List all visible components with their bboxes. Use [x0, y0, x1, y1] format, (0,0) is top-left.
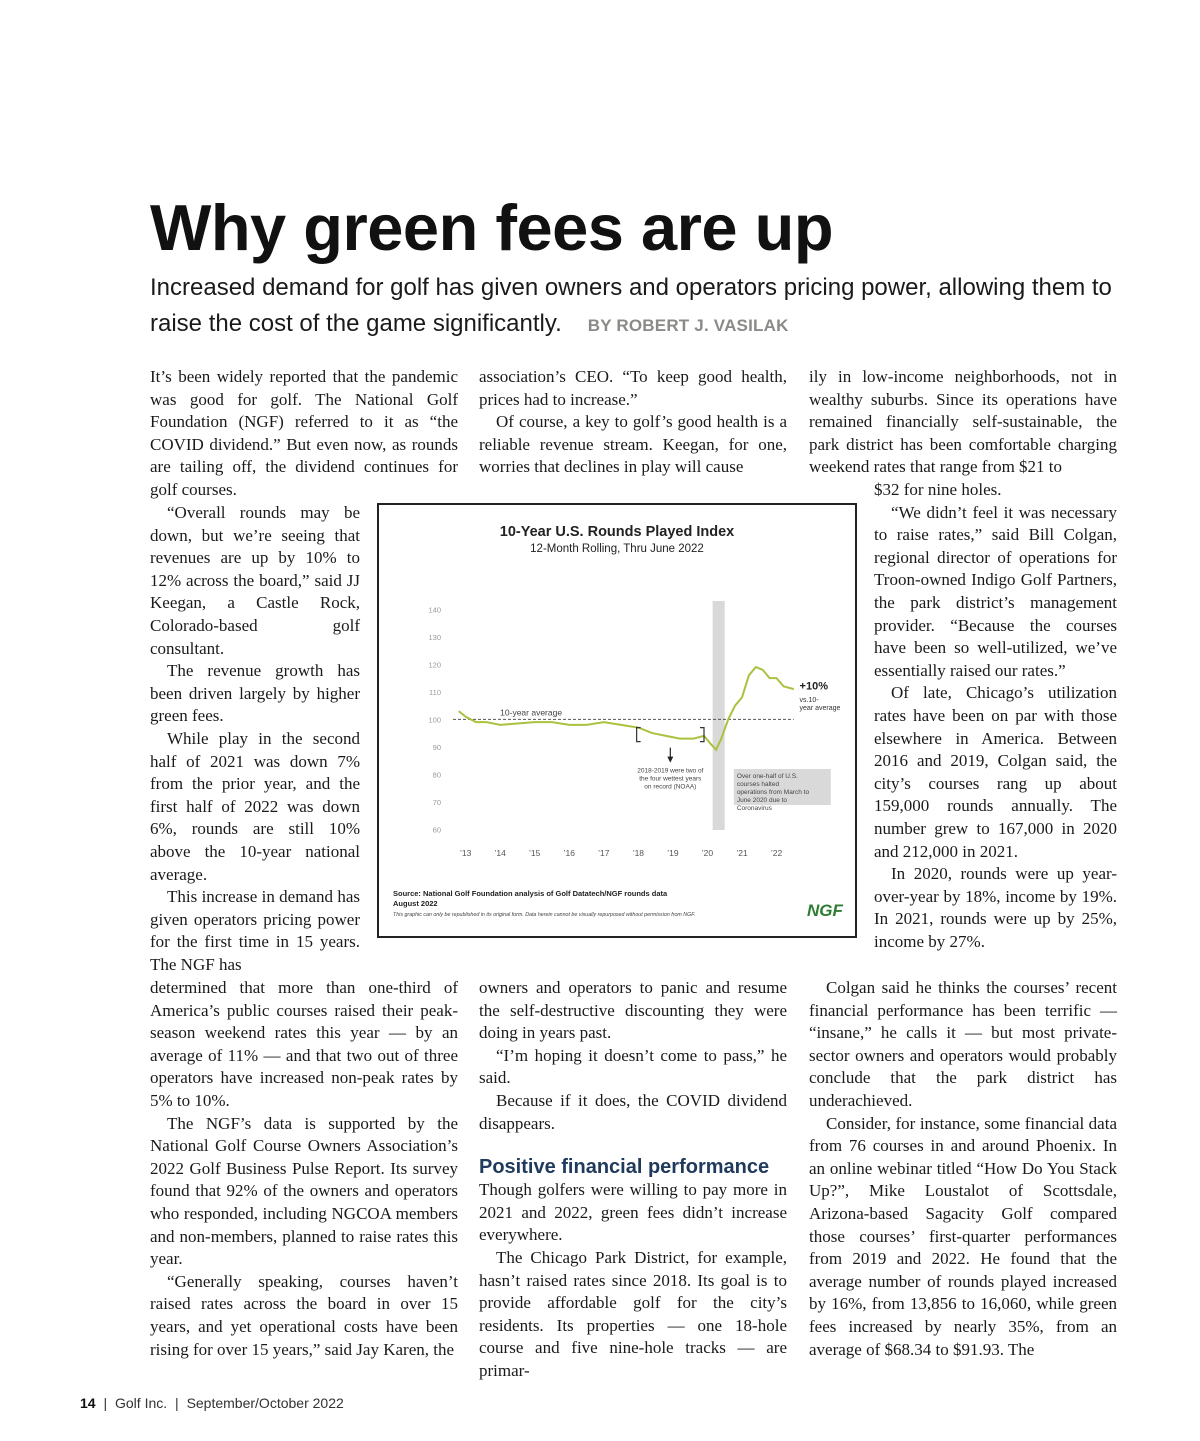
col2-top-paragraph: Of course, a key to golf’s good health is a reliable revenue stream. Keegan, for one, worries that declines in play will cause	[479, 412, 787, 477]
chart-title: 10-Year U.S. Rounds Played Index	[499, 524, 735, 540]
y-tick-label: 100	[428, 715, 441, 725]
chart-disclaimer: This graphic can only be republished in its original form. Data herein cannot be visually repurposed without permission from NGF.	[393, 912, 696, 918]
byline: BY ROBERT J. VASILAK	[587, 316, 789, 335]
col3-top-paragraph: ily in low-income neighborhoods, not in wealthy suburbs. Since its operations have remained financially self-sustainable, the park district has been comfortable charging weekend rates that range from $21 to	[809, 367, 1117, 477]
col1-bottom-paragraph: determined that more than one-third of America’s public courses raised their peak-season weekend rates this year — by an average of 11% — and that two out of three operators have increased non-peak rates by 5% to 10%.	[150, 978, 458, 1110]
plus-ten-percent-note: vs.10-year average	[799, 697, 841, 713]
y-tick-label: 130	[428, 632, 441, 642]
x-tick-label: ’19	[667, 848, 679, 858]
y-tick-label: 110	[429, 687, 441, 697]
col2-bottom-paragraph: Because if it does, the COVID dividend disappears.	[479, 1090, 787, 1133]
deck-text: Increased demand for golf has given owners and operators pricing power, allowing them to raise the cost of the game significantly.	[150, 274, 1112, 337]
y-tick-label: 70	[432, 797, 441, 807]
col2-after-paragraph: Though golfers were willing to pay more in 2021 and 2022, green fees didn’t increase everywhere.	[479, 1180, 787, 1245]
covid-annotation: Over one-half of U.S. courses halted operations from March to June 2020 due to Coronavirus	[736, 773, 810, 812]
col2-bottom	[479, 977, 787, 1383]
footer-issue: September/October 2022	[186, 1395, 344, 1411]
footer-publication: Golf Inc.	[115, 1395, 168, 1411]
deck	[150, 270, 1150, 344]
x-tick-label: ’13	[459, 848, 472, 858]
x-tick-label: ’16	[563, 848, 575, 858]
wet-years-bracket	[637, 728, 704, 763]
rounds-chart-svg	[379, 505, 855, 936]
y-tick-label: 120	[428, 660, 441, 670]
y-tick-label: 140	[428, 605, 441, 615]
col3-narrow	[874, 479, 1117, 953]
col2-after-paragraph: The Chicago Park District, for example, hasn’t raised rates since 2018. Its goal is to provide affordable golf for the city’s residents. Its properties — one 18-hole course and five nine-hole tracks — are primar-	[479, 1247, 787, 1380]
col2-top	[479, 366, 787, 479]
page-number: 14	[80, 1395, 96, 1411]
col1-narrow-paragraph: While play in the second half of 2021 was down 7% from the prior year, and the first half of 2022 was down 6%, rounds are still 10% above the 10-year national average.	[150, 728, 360, 884]
col1-narrow-paragraph: “Overall rounds may be down, but we’re seeing that revenues are up by 10% to 12% across the board,” said JJ Keegan, a Castle Rock, Colorado-based golf consultant.	[150, 503, 360, 658]
col3-top	[809, 366, 1117, 479]
col1-narrow-paragraph: This increase in demand has given operators pricing power for the first time in 15 years. The NGF has	[150, 887, 360, 974]
x-tick-label: ’22	[770, 848, 783, 858]
col3-bottom-paragraph: Colgan said he thinks the courses’ recent financial performance has been terrific — “insane,” he calls it — but most private-sector owners and operators would probably conclude that the park district has underachieved.	[809, 978, 1117, 1110]
bracket-right	[700, 728, 704, 742]
col3-narrow-paragraph: In 2020, rounds were up year-over-year by 18%, income by 19%. In 2021, rounds were up by 25%, income by 27%.	[874, 864, 1117, 951]
col1-bottom-paragraph: The NGF’s data is supported by the National Golf Course Owners Association’s 2022 Golf Business Pulse Report. Its survey found that 92% of the owners and operators who responded, including NGCOA members and non-members, planned to raise rates this year.	[150, 1113, 458, 1269]
col1-narrow-paragraph: The revenue growth has been driven largely by higher green fees.	[150, 661, 360, 726]
col3-narrow-paragraph: $32 for nine holes.	[874, 480, 1002, 499]
headline: Why green fees are up	[150, 191, 834, 264]
col1-narrow	[150, 502, 360, 976]
x-tick-label: ’21	[736, 848, 748, 858]
chart-subtitle: 12-Month Rolling, Thru June 2022	[530, 543, 704, 555]
wet-years-annotation: 2018-2019 were two of the four wettest years on record (NOAA)	[637, 767, 704, 791]
x-tick-label: ’18	[632, 848, 645, 858]
chart-source: Source: National Golf Foundation analysis of Golf Datatech/NGF rounds data	[393, 889, 668, 898]
footer-sep-2: |	[175, 1395, 179, 1411]
col2-bottom-paragraph: “I’m hoping it doesn’t come to pass,” he said.	[479, 1045, 787, 1088]
y-tick-label: 60	[432, 825, 441, 835]
ngf-logo: NGF	[807, 901, 843, 920]
col3-bottom-paragraph: Consider, for instance, some financial data from 76 courses in and around Phoenix. In an online webinar titled “How Do You Stack Up?”, Mike Loustalot of Scottsdale, Arizona-based Sagacity Golf compared those courses’ first-quarter performances from 2019 and 2022. He found that the average number of rounds played increased by 16%, from 13,856 to 16,060, while green fees increased by nearly 35%, from an average of $68.34 to $91.93. The	[809, 1113, 1117, 1359]
col2-bottom-paras	[479, 977, 787, 1135]
footer-sep-1: |	[103, 1395, 108, 1411]
rounds-chart	[377, 503, 857, 938]
y-tick-label: 90	[432, 742, 441, 752]
chart-source-date: August 2022	[393, 899, 438, 908]
page-footer	[80, 1395, 344, 1411]
plus-ten-percent-label: +10%	[799, 680, 828, 693]
col2-after-paras	[479, 1179, 787, 1382]
y-tick-label: 80	[432, 770, 441, 780]
x-tick-label: ’20	[701, 848, 714, 858]
col3-bottom	[809, 977, 1117, 1361]
x-tick-label: ’15	[529, 848, 541, 858]
covid-shutdown-band	[713, 601, 725, 830]
col3-narrow-paragraph: Of late, Chicago’s utilization rates have been on par with those elsewhere in America. Between 2016 and 2019, Colgan said, the city’s courses rang up about 159,000 rounds annually. The number grew to 167,000 in 2020 and 212,000 in 2021.	[874, 683, 1117, 861]
section-subhead: Positive financial performance	[479, 1156, 770, 1179]
ten-year-average-label: 10-year average	[500, 707, 563, 718]
bracket-left	[637, 728, 641, 742]
col1-bottom-paragraph: “Generally speaking, courses haven’t raised rates across the board in over 15 years, and yet operational costs have been rising for over 15 years,” said Jay Karen, the	[150, 1271, 458, 1359]
col1-top-paragraph: It’s been widely reported that the pandemic was good for golf. The National Golf Foundation (NGF) referred to it as “the COVID dividend.” But even now, as rounds are tailing off, the dividend continues for golf courses.	[150, 367, 458, 499]
col2-bottom-paragraph: owners and operators to panic and resume the self-destructive discounting they were doing in years past.	[479, 978, 787, 1043]
col3-narrow-paragraph: “We didn’t feel it was necessary to raise rates,” said Bill Colgan, regional director of operations for Troon-owned Indigo Golf Partners, the park district’s management provider. “Because the courses have been so well-utilized, we’ve essentially raised our rates.”	[874, 502, 1117, 680]
x-tick-label: ’14	[494, 848, 506, 858]
col1-bottom	[150, 977, 458, 1361]
col1-top	[150, 366, 458, 502]
arrow-down-icon	[667, 757, 673, 763]
x-tick-label: ’17	[598, 848, 610, 858]
col2-top-paragraph: association’s CEO. “To keep good health, prices had to increase.”	[479, 367, 787, 409]
